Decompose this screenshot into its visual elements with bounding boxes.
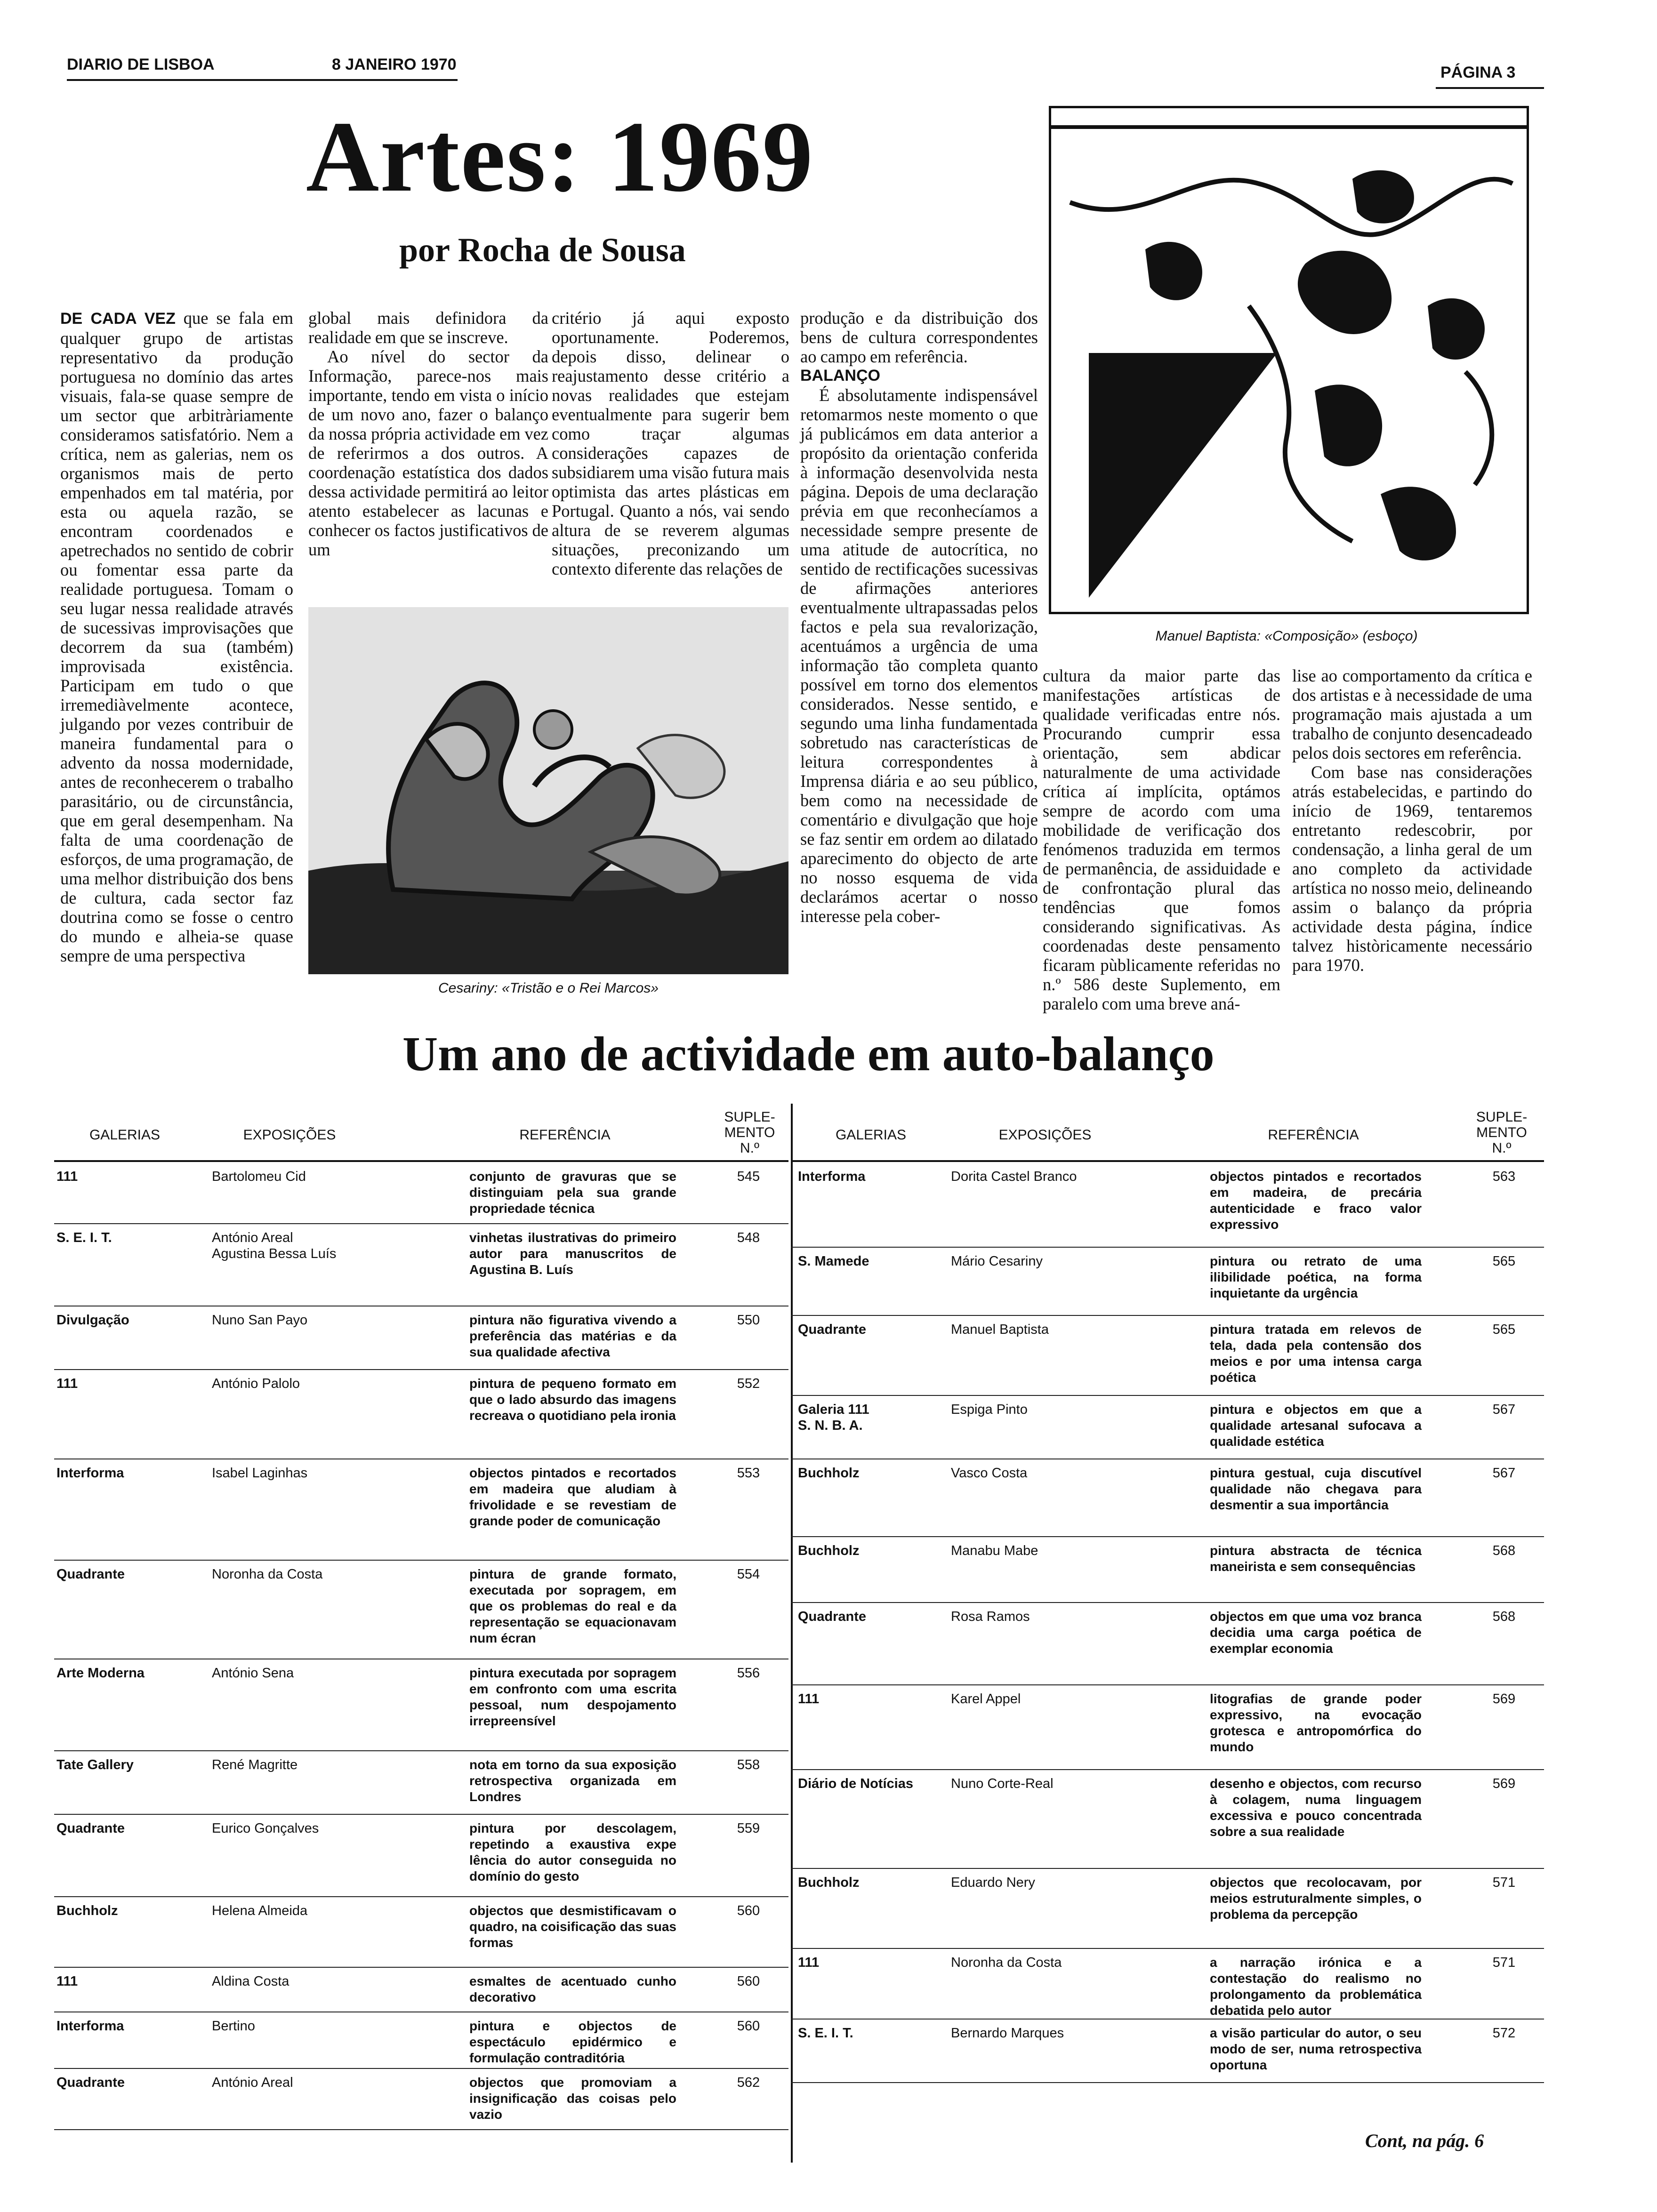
exhibition-cell: Mário Cesariny bbox=[951, 1254, 1043, 1269]
table-row bbox=[54, 1896, 788, 1968]
gallery-cell: 111 bbox=[798, 1955, 820, 1970]
supplement-number-cell: 571 bbox=[1492, 1955, 1516, 1970]
exhibition-cell: Bernardo Marques bbox=[951, 2026, 1064, 2041]
article-column-4 bbox=[800, 308, 1038, 1002]
exhibition-cell: Isabel Laginhas bbox=[212, 1466, 308, 1481]
gallery-cell: Buchholz bbox=[798, 1466, 860, 1481]
gallery-cell: Galeria 111 S. N. B. A. bbox=[798, 1402, 869, 1433]
gallery-cell: Quadrante bbox=[798, 1322, 867, 1337]
cesariny-artwork-photo bbox=[308, 607, 788, 974]
reference-cell: pintura e objectos em que a qualidade artesanal sufocava a qualidade estética bbox=[1210, 1402, 1422, 1449]
supplement-number-cell: 563 bbox=[1492, 1169, 1516, 1184]
table-row bbox=[54, 1223, 788, 1306]
table-row bbox=[791, 1684, 1544, 1770]
article-col3-text: critério já aqui exposto oportunamente. Poderemos, depois disso, delinear o reajustamento desse critério a novas realidades que estejam eventualmente para sugerir bem como traçar algumas considerações capazes de subsidiarem uma visão futura mais optimista das artes plásticas em Portugal. Quanto a nós, vai sendo altura de se reverem algumas situações, preconizando um contexto diferente das relações de bbox=[552, 308, 789, 578]
supplement-number-cell: 553 bbox=[737, 1466, 760, 1481]
article-col2-text: global mais definidora da realidade em que se inscreve. bbox=[308, 308, 548, 347]
supplement-number-cell: 572 bbox=[1492, 2026, 1516, 2041]
table-row bbox=[54, 2068, 788, 2130]
reference-cell: objectos pintados e recortados em madeira, de precária autenticidade e fraco valor expressivo bbox=[1210, 1169, 1422, 1232]
exhibition-cell: Eduardo Nery bbox=[951, 1875, 1035, 1890]
reference-cell: pintura ou retrato de uma ilibilidade poética, na forma inquietante da urgência bbox=[1210, 1254, 1422, 1300]
article-col5b-text: Com base nas considerações atrás estabelecidas, e partindo do início de 1969, tentaremos entretanto redescobrir, por condensação, a linha geral de um ano completo da actividade artística no nosso meio, delineando assim o balanço da própria actividade desta página, índice talvez històricamente necessário para 1970. bbox=[1292, 762, 1532, 975]
table-row bbox=[54, 2012, 788, 2069]
gallery-cell: Arte Moderna bbox=[56, 1666, 145, 1681]
header-suplemento: SUPLE- MENTO N.º bbox=[1476, 1109, 1528, 1156]
article-col2b-text: Ao nível do sector da Informação, parece-nos mais importante, tendo em vista o início de um novo ano, fazer o balanço da nossa própria actividade em vez de referirmos a dos outros. A coordenação estatística dos dados dessa actividade permitirá ao leitor atento estabelecer as lacunas e conhecer os factos justificativos de um bbox=[308, 347, 548, 559]
article-byline: por Rocha de Sousa bbox=[399, 231, 686, 269]
gallery-cell: Quadrante bbox=[56, 2075, 125, 2090]
baptista-artwork-drawing bbox=[1049, 106, 1529, 614]
article-col4b-text: É absolutamente indispensável retomarmos neste momento o que já publicámos em data anterior a propósito da orientação conferida à informação desenvolvida nesta página. Depois de uma declaração prévia em que reconhecíamos a necessidade sempre presente de uma atitude de autocrítica, no sentido de rectificações sucessivas de afirmações anteriores eventualmente ultrapassadas pelos factos e pela sua revalorização, acentuámos a urgência de uma informação tão completa quanto possível em torno dos elementos considerados. Nesse sentido, e segundo uma linha fundamentada sobretudo nas características de leitura correspondentes à Imprensa diária e ao seu público, bem como na necessidade de comentário e divulgação que hoje se faz sentir em ordem ao dilatado aparecimento do objecto de arte no nosso esquema de vida declarámos acertar o nosso interesse pela cober- bbox=[800, 385, 1038, 926]
article-col3b-text: cultura da maior parte das manifestações artísticas de qualidade verificadas entre nós. Procurando cumprir essa orientação, sem abdicar naturalmente de uma actividade crítica aí implícita, optámos sempre de acordo com uma mobilidade de verificação dos fenómenos traduzida em termos de permanência, de assiduidade e de confrontação plural das tendências que fomos considerando significativas. As coordenadas deste pensamento ficaram pùblicamente referidas no n.º 586 deste Suplemento, em paralelo com uma breve aná- bbox=[1043, 666, 1280, 1013]
exhibition-cell: Helena Almeida bbox=[212, 1903, 308, 1918]
baptista-artwork-illustration bbox=[1051, 108, 1527, 612]
reference-cell: objectos que desmistificavam o quadro, na coisificação das suas formas bbox=[469, 1903, 676, 1950]
reference-cell: pintura de pequeno formato em que o lado absurdo das imagens recreava o quotidiano pela ironia bbox=[469, 1376, 676, 1423]
cesariny-artwork-illustration bbox=[308, 607, 788, 974]
reference-cell: desenho e objectos, com recurso à colagem, numa linguagem excessiva e pouco concentrada sobre a sua realidade bbox=[1210, 1776, 1422, 1839]
gallery-cell: S. E. I. T. bbox=[798, 2026, 853, 2041]
reference-cell: conjunto de gravuras que se distinguiam pela sua grande propriedade técnica bbox=[469, 1169, 676, 1216]
exhibitions-table-right bbox=[791, 1104, 1544, 2158]
header-galerias: GALERIAS bbox=[835, 1127, 907, 1143]
gallery-cell: Diário de Notícias bbox=[798, 1776, 913, 1791]
exhibition-cell: Espiga Pinto bbox=[951, 1402, 1028, 1417]
exhibition-cell: Karel Appel bbox=[951, 1691, 1021, 1707]
reference-cell: objectos que promoviam a insignificação das coisas pelo vazio bbox=[469, 2075, 676, 2122]
table-row bbox=[791, 1602, 1544, 1685]
header-suplemento: SUPLE- MENTO N.º bbox=[724, 1109, 775, 1156]
supplement-number-cell: 559 bbox=[737, 1821, 760, 1836]
gallery-cell: Quadrante bbox=[56, 1821, 125, 1836]
continuation-note: Cont, na pág. 6 bbox=[1365, 2130, 1484, 2151]
supplement-number-cell: 569 bbox=[1492, 1776, 1516, 1791]
issue-date: 8 JANEIRO 1970 bbox=[332, 56, 457, 73]
gallery-cell: 111 bbox=[798, 1691, 820, 1707]
article-column-5 bbox=[1043, 666, 1280, 1013]
gallery-cell: Quadrante bbox=[56, 1567, 125, 1582]
gallery-cell: Interforma bbox=[56, 2019, 124, 2034]
exhibition-cell: Dorita Castel Branco bbox=[951, 1169, 1077, 1184]
header-referencia: REFERÊNCIA bbox=[519, 1127, 611, 1143]
reference-cell: esmaltes de acentuado cunho decorativo bbox=[469, 1974, 676, 2004]
reference-cell: objectos em que uma voz branca decidia uma carga poética de exemplar economia bbox=[1210, 1609, 1422, 1656]
supplement-number-cell: 545 bbox=[737, 1169, 760, 1184]
supplement-number-cell: 568 bbox=[1492, 1609, 1516, 1624]
reference-cell: pintura gestual, cuja discutível qualidade não chegava para desmentir a sua importância bbox=[1210, 1466, 1422, 1512]
table-row bbox=[791, 1162, 1544, 1248]
supplement-number-cell: 567 bbox=[1492, 1466, 1516, 1481]
supplement-number-cell: 568 bbox=[1492, 1543, 1516, 1558]
exhibition-cell: António Areal Agustina Bessa Luís bbox=[212, 1230, 337, 1261]
gallery-cell: Tate Gallery bbox=[56, 1757, 134, 1772]
gallery-cell: S. E. I. T. bbox=[56, 1230, 112, 1245]
reference-cell: a visão particular do autor, o seu modo de ser, numa retrospectiva oportuna bbox=[1210, 2026, 1422, 2072]
article-col4-text: produção e da distribuição dos bens de cultura correspondentes ao campo em referência. bbox=[800, 308, 1038, 366]
article-col5-text: lise ao comportamento da crítica e dos artistas e à necessidade de uma programação mais ajustada a um trabalho de conjunto desencadeado pelos dois sectores em referência. bbox=[1292, 666, 1532, 762]
table-row bbox=[791, 1948, 1544, 2020]
table-row bbox=[791, 1315, 1544, 1396]
exhibition-cell: Bertino bbox=[212, 2019, 255, 2034]
exhibitions-table-left bbox=[54, 1104, 788, 2158]
supplement-number-cell: 569 bbox=[1492, 1691, 1516, 1707]
table-row bbox=[54, 1967, 788, 2012]
gallery-cell: Buchholz bbox=[798, 1543, 860, 1558]
header-exposicoes: EXPOSIÇÕES bbox=[998, 1127, 1092, 1143]
reference-cell: litografias de grande poder expressivo, na evocação grotesca e antropomórfica do mundo bbox=[1210, 1691, 1422, 1754]
header-galerias: GALERIAS bbox=[89, 1127, 161, 1143]
table-row bbox=[54, 1750, 788, 1815]
exhibition-cell: Bartolomeu Cid bbox=[212, 1169, 306, 1184]
exhibition-cell: Noronha da Costa bbox=[212, 1567, 323, 1582]
gallery-cell: Interforma bbox=[56, 1466, 124, 1481]
header-rule-right bbox=[1436, 87, 1544, 89]
exhibition-cell: René Magritte bbox=[212, 1757, 298, 1772]
header-rule-left bbox=[67, 79, 458, 81]
table-row bbox=[791, 1769, 1544, 1869]
gallery-cell: Divulgação bbox=[56, 1313, 129, 1328]
table-left-header bbox=[54, 1104, 788, 1162]
reference-cell: pintura por descolagem, repetindo a exaustiva expe lência do autor conseguida no domínio do gesto bbox=[469, 1821, 676, 1883]
table-right-header bbox=[791, 1104, 1544, 1162]
supplement-number-cell: 558 bbox=[737, 1757, 760, 1772]
exhibition-cell: Aldina Costa bbox=[212, 1974, 290, 1989]
reference-cell: pintura não figurativa vivendo a preferência das matérias e da sua qualidade afectiva bbox=[469, 1313, 676, 1359]
supplement-number-cell: 567 bbox=[1492, 1402, 1516, 1417]
table-row bbox=[791, 2019, 1544, 2083]
exhibition-cell: Eurico Gonçalves bbox=[212, 1821, 319, 1836]
reference-cell: nota em torno da sua exposição retrospectiva organizada em Londres bbox=[469, 1757, 676, 1804]
supplement-number-cell: 554 bbox=[737, 1567, 760, 1582]
table-row bbox=[54, 1659, 788, 1751]
article-lead: DE CADA VEZ bbox=[60, 310, 176, 328]
gallery-cell: Quadrante bbox=[798, 1609, 867, 1624]
table-row bbox=[791, 1868, 1544, 1949]
newspaper-name: DIARIO DE LISBOA bbox=[67, 56, 215, 73]
supplement-number-cell: 548 bbox=[737, 1230, 760, 1245]
supplement-number-cell: 556 bbox=[737, 1666, 760, 1681]
reference-cell: objectos pintados e recortados em madeira que aludiam à frivolidade e se revestiam de grande poder de comunicação bbox=[469, 1466, 676, 1528]
section-title: Um ano de actividade em auto-balanço bbox=[402, 1027, 1215, 1081]
gallery-cell: 111 bbox=[56, 1974, 78, 1989]
article-column-2 bbox=[308, 308, 548, 600]
table-row bbox=[54, 1560, 788, 1659]
exhibition-cell: António Areal bbox=[212, 2075, 293, 2090]
table-row bbox=[54, 1459, 788, 1561]
baptista-caption: Manuel Baptista: «Composição» (esboço) bbox=[1155, 628, 1418, 644]
table-row bbox=[54, 1162, 788, 1224]
exhibition-cell: Manabu Mabe bbox=[951, 1543, 1038, 1558]
table-row bbox=[791, 1395, 1544, 1459]
article-column-6 bbox=[1292, 666, 1532, 1002]
exhibition-cell: António Palolo bbox=[212, 1376, 300, 1391]
table-row bbox=[54, 1369, 788, 1459]
gallery-cell: S. Mamede bbox=[798, 1254, 869, 1269]
gallery-cell: 111 bbox=[56, 1376, 78, 1391]
supplement-number-cell: 571 bbox=[1492, 1875, 1516, 1890]
header-exposicoes: EXPOSIÇÕES bbox=[243, 1127, 336, 1143]
section-heading-balanco: BALANÇO bbox=[800, 367, 880, 385]
gallery-cell: Buchholz bbox=[798, 1875, 860, 1890]
supplement-number-cell: 565 bbox=[1492, 1322, 1516, 1337]
table-row bbox=[54, 1306, 788, 1370]
table-row bbox=[791, 1536, 1544, 1603]
article-title: Artes: 1969 bbox=[306, 100, 814, 213]
table-row bbox=[791, 1459, 1544, 1537]
supplement-number-cell: 560 bbox=[737, 1974, 760, 1989]
reference-cell: pintura executada por sopragem em confronto com uma escrita pessoal, num despojamento irrepreensível bbox=[469, 1666, 676, 1728]
exhibition-cell: Rosa Ramos bbox=[951, 1609, 1030, 1624]
cesariny-caption: Cesariny: «Tristão e o Rei Marcos» bbox=[438, 980, 659, 996]
reference-cell: pintura abstracta de técnica maneirista e sem consequências bbox=[1210, 1543, 1422, 1574]
supplement-number-cell: 552 bbox=[737, 1376, 760, 1391]
exhibition-cell: Nuno San Payo bbox=[212, 1313, 308, 1328]
exhibition-cell: António Sena bbox=[212, 1666, 294, 1681]
table-row bbox=[54, 1814, 788, 1897]
page-number: PÁGINA 3 bbox=[1440, 64, 1516, 81]
reference-cell: pintura e objectos de espectáculo epidérmico e formulação contraditória bbox=[469, 2019, 676, 2065]
exhibition-cell: Vasco Costa bbox=[951, 1466, 1028, 1481]
exhibition-cell: Nuno Corte-Real bbox=[951, 1776, 1054, 1791]
reference-cell: pintura de grande formato, executada por sopragem, em que os problemas do real e da representação se equacionavam num écran bbox=[469, 1567, 676, 1645]
reference-cell: vinhetas ilustrativas do primeiro autor para manuscritos de Agustina B. Luís bbox=[469, 1230, 676, 1277]
gallery-cell: 111 bbox=[56, 1169, 78, 1184]
article-column-3 bbox=[552, 308, 789, 600]
gallery-cell: Buchholz bbox=[56, 1903, 118, 1918]
supplement-number-cell: 560 bbox=[737, 1903, 760, 1918]
header-referencia: REFERÊNCIA bbox=[1268, 1127, 1359, 1143]
article-column-1 bbox=[60, 308, 293, 1002]
supplement-number-cell: 562 bbox=[737, 2075, 760, 2090]
table-row bbox=[791, 1247, 1544, 1316]
reference-cell: pintura tratada em relevos de tela, dada pela contensão dos meios e por uma intensa carga poética bbox=[1210, 1322, 1422, 1385]
exhibition-cell: Manuel Baptista bbox=[951, 1322, 1049, 1337]
reference-cell: objectos que recolocavam, por meios estruturalmente simples, o problema da percepção bbox=[1210, 1875, 1422, 1922]
reference-cell: a narração irónica e a contestação do realismo no prolongamento da problemática debatida pelo autor bbox=[1210, 1955, 1422, 2018]
supplement-number-cell: 550 bbox=[737, 1313, 760, 1328]
gallery-cell: Interforma bbox=[798, 1169, 866, 1184]
supplement-number-cell: 565 bbox=[1492, 1254, 1516, 1269]
article-col1-text: que se fala em qualquer grupo de artistas representativo da produção portuguesa no domínio das artes visuais, fala-se quase sempre de um sector que arbitràriamente consideramos satisfatório. Nem a crítica, nem as galerias, nem os organismos mais de perto empenhados em tal matéria, por esta ou aquela razão, se encontram coordenados e apetrechados no sentido de cobrir ou fomentar essa parte da realidade portuguesa. Tomam o seu lugar nessa realidade através de sucessivas improvisações que decorrem da sua (também) improvisada existência. Participam em tudo o que irremediàvelmente acontece, julgando por vezes contribuir de maneira fundamental para o advento da nossa modernidade, antes de reconhecerem o trabalho parasitário, ou de circunstância, que em geral desempenham. Na falta de uma coordenação de esforços, de uma programação, de uma melhor distribuição dos bens de cultura, cada sector faz doutrina como se fosse o centro do mundo e alheia-se quase sempre de uma perspectiva bbox=[60, 308, 293, 965]
exhibition-cell: Noronha da Costa bbox=[951, 1955, 1062, 1970]
supplement-number-cell: 560 bbox=[737, 2019, 760, 2034]
